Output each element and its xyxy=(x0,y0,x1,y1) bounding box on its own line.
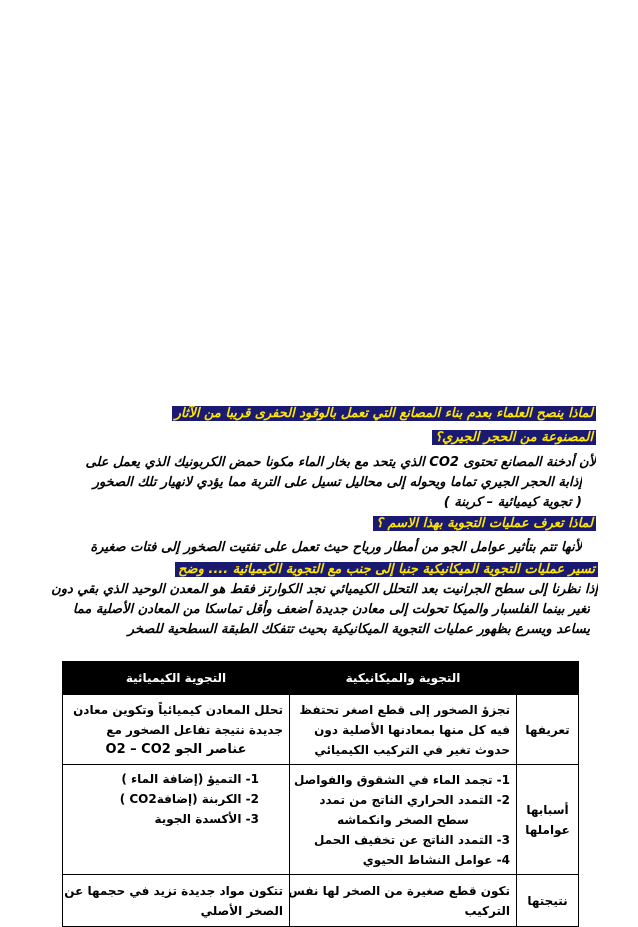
answer-3-line-1: إذا نظرنا إلى سطح الجرانيت بعد التحلل الكيميائي نجد الكوارتز فقط هو المعدن الوحيد الذي بقي دون xyxy=(51,582,598,597)
row-label-causes: أسبابها عواملها xyxy=(517,765,579,875)
question-1-line-2 xyxy=(42,428,596,448)
chemical-definition: تحلل المعادن كيميائياً وتكوين معادن جديدة نتيجة تفاعل الصخور مع عناصر الجو O2 – CO2 xyxy=(63,695,290,765)
chemical-result: تتكون مواد جديدة تزيد في حجمها عن الصخر الأصلي xyxy=(63,875,290,927)
question-3: تسير عمليات التجوية الميكانيكية جنبا إلى جنب مع التجوية الكيميائية .... وضح xyxy=(42,560,598,580)
table-row xyxy=(63,695,579,765)
mechanical-causes: 1- تجمد الماء في الشقوق والفواصل 2- التمدد الحراري الناتج من تمدد سطح الصخر وانكماشه 3- التمدد الناتج عن تخفيف الحمل 4- عوامل النشاط الحيوي xyxy=(290,765,517,875)
header-mechanical: التجوية والميكانيكية xyxy=(290,662,517,695)
answer-1-line-2: إذابة الحجر الجيري تماما ويحوله إلى محاليل تسيل على التربة مما يؤدي لانهيار تلك الصخور xyxy=(92,475,582,490)
chemical-causes: 1- التميؤ (إضافة الماء ) 2- الكربنة (إضافةCO2 ) 3- الأكسدة الجوية xyxy=(63,765,290,875)
table-row xyxy=(63,875,579,927)
table-corner-cell xyxy=(517,662,579,695)
answer-1-line-1: لأن أدخنة المصانع تحتوى CO2 الذي يتحد مع بخار الماء مكونا حمض الكربونيك الذي يعمل على xyxy=(85,455,596,470)
row-label-definition: تعريفها xyxy=(517,695,579,765)
mechanical-result: تكون قطع صغيرة من الصخر لها نفس التركيب xyxy=(290,875,517,927)
question-2: لماذا تعرف عمليات التجوية بهذا الاسم ؟ xyxy=(42,514,596,534)
answer-2: لأنها تتم بتأثير عوامل الجو من أمطار ورياح حيث تعمل على تفتيت الصخور إلى فتات صغيرة xyxy=(90,540,582,555)
answer-3-line-2: تغير بينما الفلسبار والميكا تحولت إلى معادن جديدة أضعف وأقل تماسكا من المعادن الأصلية مما xyxy=(72,602,590,617)
question-1-line-1 xyxy=(42,404,596,424)
question-1-text: لماذا ينصح العلماء بعدم بناء المصانع التي تعمل بالوقود الحفرى قريبا من الآثار xyxy=(172,406,596,421)
answer-3-line-3: يساعد ويسرع بظهور عمليات التجوية الميكانيكية بحيث تتفكك الطبقة السطحية للصخر xyxy=(127,622,590,637)
question-1-text-cont: المصنوعة من الحجر الجيري؟ xyxy=(432,430,596,445)
header-chemical: التجوية الكيميائية xyxy=(63,662,290,695)
comparison-table xyxy=(62,661,579,927)
table-row xyxy=(63,765,579,875)
mechanical-definition: تجزؤ الصخور إلى قطع اصغر تحتفظ فيه كل منها بمعادنها الأصلية دون حدوث تغير في التركيب الكيميائي xyxy=(290,695,517,765)
answer-1-line-3: ( تجوية كيميائية – كربنة ) xyxy=(443,495,582,510)
table-header-row xyxy=(63,662,579,695)
row-label-result: نتيجتها xyxy=(517,875,579,927)
